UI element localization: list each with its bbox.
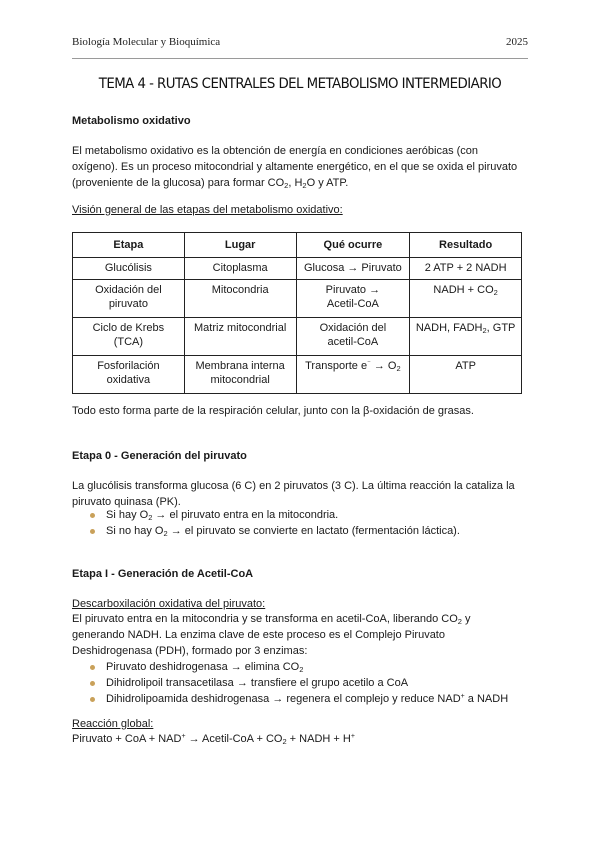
table-cell: Glucólisis xyxy=(73,258,185,280)
table-cell: Glucosa → Piruvato xyxy=(296,258,410,280)
section-heading-stage-1: Etapa I - Generación de Acetil-CoA xyxy=(72,568,254,580)
overview-label: Visión general de las etapas del metabolismo oxidativo: xyxy=(72,204,343,216)
list-item: Si hay $O_2$ → el piruvato entra en la mitocondria. xyxy=(106,509,339,522)
stages-table xyxy=(72,232,522,394)
table-header-cell: Etapa xyxy=(73,233,185,258)
table-cell: 2 ATP + 2 NADH xyxy=(410,258,522,280)
ox-para-line-1: El metabolismo oxidativo es la obtención de energía en condiciones aeróbicas (con xyxy=(72,145,479,157)
table-cell: Transporte $e^{^-} \to O_2$ xyxy=(296,356,410,394)
reaction-label: Reacción global: xyxy=(72,718,154,730)
table-cell: NADH + $CO_2$ xyxy=(410,280,522,318)
table-cell: Oxidación del acetil-CoA xyxy=(296,318,410,356)
table-header-cell: Qué ocurre xyxy=(296,233,410,258)
header-year: 2025 xyxy=(506,36,528,48)
table-row xyxy=(73,258,522,280)
table-header-cell: Resultado xyxy=(410,233,522,258)
ox-para-line-2: oxígeno). Es un proceso mitocondrial y altamente energético, en el que se oxida el piruvato xyxy=(72,161,518,173)
table-cell: Ciclo de Krebs (TCA) xyxy=(73,318,185,356)
bullet-icon xyxy=(90,529,95,534)
section-heading-stage-0: Etapa 0 - Generación del piruvato xyxy=(72,450,247,462)
stage0-para-line-1: La glucólisis transforma glucosa (6 C) en 2 piruvatos (3 C). La última reacción la cataliza la xyxy=(72,480,515,492)
list-item: Dihidrolipoamida deshidrogenasa → regenera el complejo y reduce NAD+ a NADH xyxy=(106,693,509,705)
table-cell: Fosforilación oxidativa xyxy=(73,356,185,394)
stage1-para-line-2: generando NADH. La enzima clave de este proceso es el Complejo Piruvato xyxy=(72,629,445,641)
table-row xyxy=(73,318,522,356)
list-item: Dihidrolipoil transacetilasa → transfiere el grupo acetilo a CoA xyxy=(106,677,409,689)
table-cell: Piruvato → Acetil-CoA xyxy=(296,280,410,318)
list-item: Si no hay $O_2$ → el piruvato se convierte en lactato (fermentación láctica). xyxy=(106,525,460,538)
table-row xyxy=(73,356,522,394)
page-title: TEMA 4 - RUTAS CENTRALES DEL METABOLISMO INTERMEDIARIO xyxy=(98,76,502,92)
list-item: Piruvato deshidrogenasa → elimina $CO_2$ xyxy=(106,661,304,674)
table-cell: Citoplasma xyxy=(184,258,296,280)
after-table-text: Todo esto forma parte de la respiración celular, junto con la β-oxidación de grasas. xyxy=(72,405,474,417)
reaction-equation: Piruvato + CoA + NAD+ → Acetil-CoA + $CO_2$ + NADH + H+ xyxy=(72,733,355,746)
header-subject: Biología Molecular y Bioquímica xyxy=(72,36,221,48)
stage1-para-line-1: El piruvato entra en la mitocondria y se transforma en acetil-CoA, liberando $CO_2$ y xyxy=(72,613,471,626)
table-cell: Oxidación del piruvato xyxy=(73,280,185,318)
table-header-cell: Lugar xyxy=(184,233,296,258)
page-header xyxy=(72,36,528,52)
header-divider xyxy=(72,58,528,59)
bullet-icon xyxy=(90,681,95,686)
table-cell: Matriz mitocondrial xyxy=(184,318,296,356)
stage0-para-line-2: piruvato quinasa (PK). xyxy=(72,496,181,508)
bullet-icon xyxy=(90,697,95,702)
table-header-row xyxy=(73,233,522,258)
table-cell: ATP xyxy=(410,356,522,394)
bullet-icon xyxy=(90,665,95,670)
bullet-icon xyxy=(90,513,95,518)
ox-para-line-3: (proveniente de la glucosa) para formar $CO_2$, $H_2O$ y ATP. xyxy=(72,177,349,190)
stage1-sub-label: Descarboxilación oxidativa del piruvato: xyxy=(72,598,266,610)
section-heading-oxidative: Metabolismo oxidativo xyxy=(72,115,191,127)
stage1-para-line-3: Deshidrogenasa (PDH), formado por 3 enzimas: xyxy=(72,645,308,657)
table-row xyxy=(73,280,522,318)
table-cell: Membrana interna mitocondrial xyxy=(184,356,296,394)
table-cell: Mitocondria xyxy=(184,280,296,318)
table-cell: NADH, $FADH_2$, GTP xyxy=(410,318,522,356)
